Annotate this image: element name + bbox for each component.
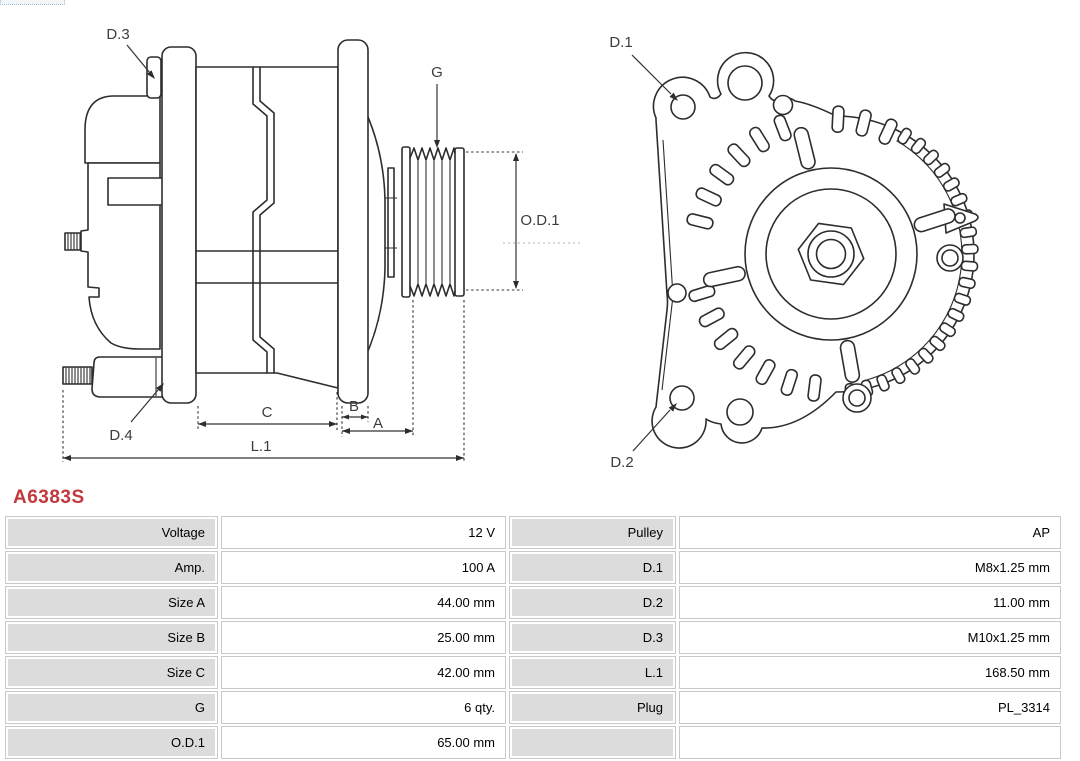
callout-label-d1: D.1: [609, 34, 633, 51]
mount-lug-bottom: [92, 357, 171, 397]
spec-label: Voltage: [5, 516, 218, 549]
spec-value: [679, 726, 1061, 759]
spec-table: [2, 514, 1064, 761]
left-small-hole: [668, 284, 686, 302]
callout-d3: [106, 26, 155, 79]
spec-value: 44.00 mm: [221, 586, 506, 619]
front-bracket-bar: [338, 40, 368, 403]
top-small-hole: [774, 96, 793, 115]
side-view-diagram: [63, 26, 581, 462]
spec-label: Amp.: [5, 551, 218, 584]
rear-bracket-bar: [162, 47, 196, 403]
spec-value: 100 A: [221, 551, 506, 584]
spec-label: O.D.1: [5, 726, 218, 759]
pulley: [402, 147, 464, 297]
dim-label-l1: L.1: [250, 438, 272, 455]
table-row: [5, 691, 1061, 724]
spec-value: 25.00 mm: [221, 621, 506, 654]
spec-label: D.2: [509, 586, 676, 619]
spec-value: AP: [679, 516, 1061, 549]
callout-d1: [609, 34, 678, 101]
spec-value: 65.00 mm: [221, 726, 506, 759]
table-row: [5, 726, 1061, 759]
dim-label-od1: O.D.1: [520, 212, 560, 229]
connector-slot: [108, 178, 165, 205]
spec-value: M10x1.25 mm: [679, 621, 1061, 654]
right-tab-boss: [937, 245, 963, 271]
dimension-a: [342, 415, 413, 434]
spec-label: Pulley: [509, 516, 676, 549]
table-row: [5, 656, 1061, 689]
spec-value: 42.00 mm: [221, 656, 506, 689]
spec-label: [509, 726, 676, 759]
page-corner-artifact: [0, 0, 65, 5]
callout-label-d2: D.2: [610, 454, 634, 471]
spec-label: L.1: [509, 656, 676, 689]
front-pulley: [745, 168, 917, 340]
bottom-right-boss: [843, 384, 871, 412]
spec-label: G: [5, 691, 218, 724]
bottom-tab-hole: [727, 399, 753, 425]
part-number-heading: A6383S: [13, 487, 85, 508]
spec-label: Size B: [5, 621, 218, 654]
spec-value: 11.00 mm: [679, 586, 1061, 619]
rear-cover-cap: [85, 96, 160, 163]
callout-g: [431, 64, 443, 148]
dim-label-a: A: [372, 415, 384, 432]
spec-label: D.3: [509, 621, 676, 654]
spec-label: Size C: [5, 656, 218, 689]
shaft: [388, 168, 394, 277]
spec-label: Size A: [5, 586, 218, 619]
terminal-stud-bottom: [63, 367, 92, 384]
spec-value: M8x1.25 mm: [679, 551, 1061, 584]
dim-label-b: B: [348, 398, 360, 415]
callout-label-g: G: [431, 64, 443, 81]
table-row: [5, 516, 1061, 549]
spec-label: D.1: [509, 551, 676, 584]
spec-value: PL_3314: [679, 691, 1061, 724]
spec-value: 12 V: [221, 516, 506, 549]
callout-label-d3: D.3: [106, 26, 130, 43]
front-view-diagram: [609, 34, 978, 471]
spec-value: 168.50 mm: [679, 656, 1061, 689]
table-row: [5, 586, 1061, 619]
spec-label: Plug: [509, 691, 676, 724]
dimension-c: [198, 404, 337, 427]
table-row: [5, 551, 1061, 584]
dim-label-c: C: [261, 404, 273, 421]
top-lug-hole: [728, 66, 762, 100]
dimension-od1: [513, 153, 560, 289]
table-row: [5, 621, 1061, 654]
spec-value: 6 qty.: [221, 691, 506, 724]
callout-label-d4: D.4: [109, 427, 133, 444]
